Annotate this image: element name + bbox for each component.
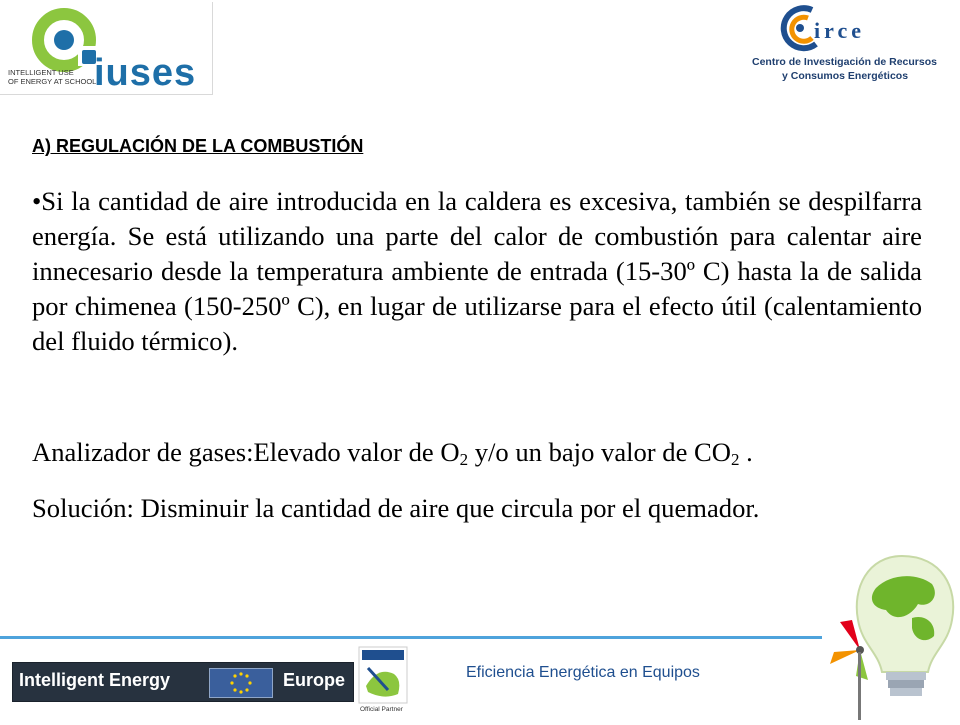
circe-line-2: y Consumos Energéticos [782, 70, 909, 82]
iuses-tagline: INTELLIGENT USE OF ENERGY AT SCHOOL [8, 68, 97, 86]
partner-emblem-icon [358, 646, 408, 704]
official-partner-badge [358, 646, 410, 718]
solution-line: Solución: Disminuir la cantidad de aire que circula por el quemador. [32, 493, 760, 523]
lightbulb-globe-icon [820, 548, 960, 720]
footer-divider [0, 636, 822, 639]
analyzer-middle: y/o un bajo valor de CO [468, 437, 732, 467]
intelligent-energy-europe-banner [12, 662, 354, 702]
banner-right-text: Europe [283, 670, 346, 690]
bullet-paragraph: •Si la cantidad de aire introducida en la caldera es excesiva, también se despilfarra energía. Se está utilizando una parte del calor de combustión para calentar aire innecesario desde la temperatura ambiente de entrada (15-30º C) hasta la de salida por chimenea (150-250º C), en lugar de utilizarse para el efecto útil (calentamiento del fluido térmico). [32, 186, 922, 356]
banner-left-text: Intelligent Energy [19, 670, 171, 690]
o2-subscript: 2 [459, 450, 469, 469]
circe-logo [752, 4, 952, 92]
slide-heading: A) REGULACIÓN DE LA COMBUSTIÓN [32, 136, 364, 156]
eu-flag-icon [209, 668, 273, 698]
partner-caption: Official Partner [360, 706, 403, 713]
iuses-wordmark: iuses [94, 52, 197, 94]
analyzer-suffix: . [739, 437, 753, 467]
co2-subscript: 2 [731, 450, 740, 469]
lightbulb-globe-illustration [820, 548, 960, 720]
circe-line-1: Centro de Investigación de Recursos [752, 56, 937, 68]
iuses-logo [0, 2, 213, 95]
analyzer-line [32, 435, 932, 470]
analyzer-prefix: Analizador de gases:Elevado valor de O [32, 437, 460, 467]
footer-caption: Eficiencia Energética en Equipos [466, 664, 700, 681]
circe-wordmark: irce [814, 18, 866, 43]
